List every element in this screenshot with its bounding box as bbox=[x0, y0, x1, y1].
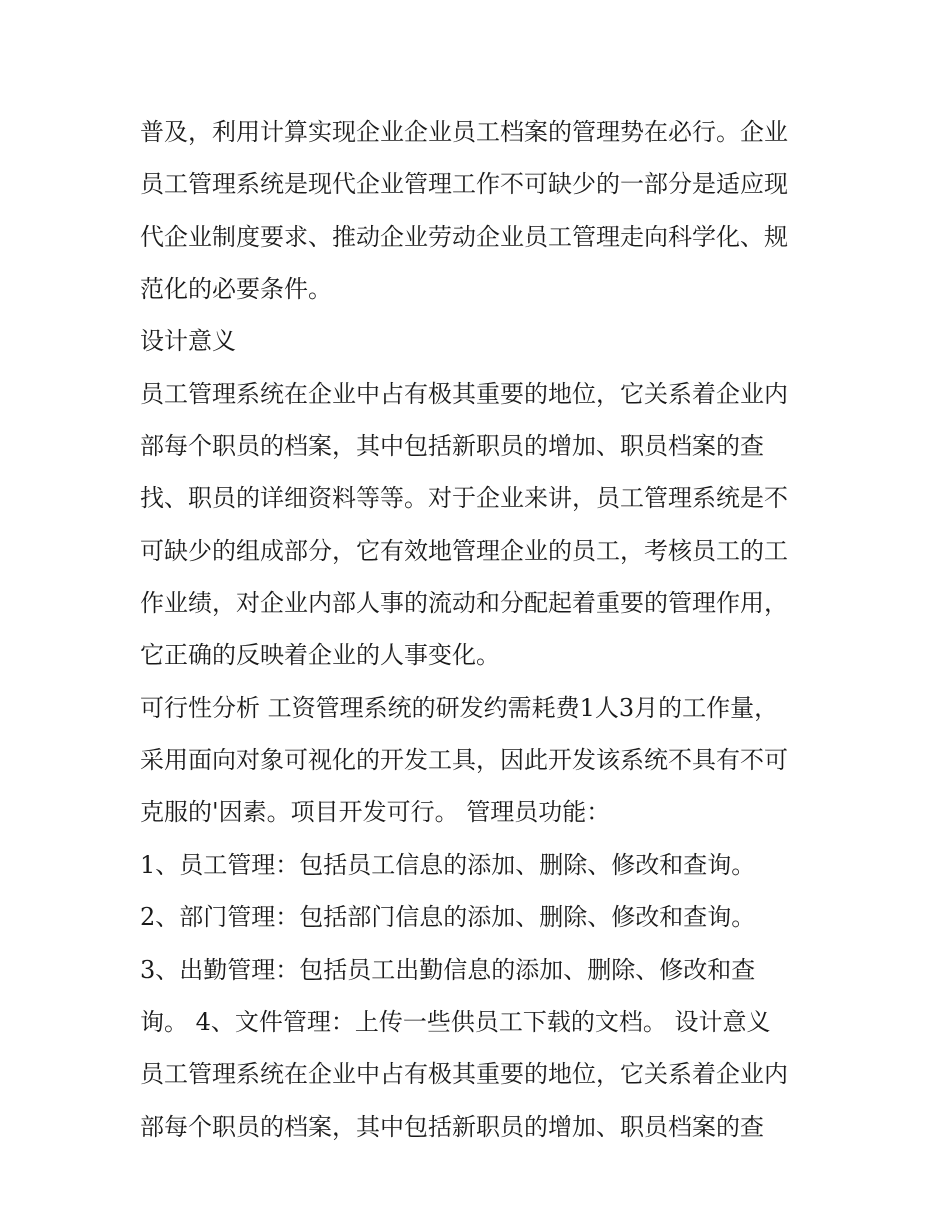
text-line: 员工管理系统在企业中占有极其重要的地位，它关系着企业内 bbox=[140, 1060, 788, 1089]
text-line: 代企业制度要求、推动企业劳动企业员工管理走向科学化、规 bbox=[140, 222, 788, 251]
text-line: 范化的必要条件。 bbox=[140, 275, 332, 304]
list-item: 1、员工管理：包括员工信息的添加、删除、修改和查询。 bbox=[140, 850, 756, 879]
document-body bbox=[140, 106, 820, 1153]
section-heading: 设计意义 bbox=[140, 327, 236, 356]
text-line: 员工管理系统在企业中占有极其重要的地位，它关系着企业内 bbox=[140, 379, 788, 408]
text-line: 员工管理系统是现代企业管理工作不可缺少的一部分是适应现 bbox=[140, 170, 788, 199]
text-line: 普及，利用计算实现企业企业员工档案的管理势在必行。企业 bbox=[140, 118, 788, 146]
text-line: 它正确的反映着企业的人事变化。 bbox=[140, 641, 500, 670]
text-line: 采用面向对象可视化的开发工具，因此开发该系统不具有不可 bbox=[140, 746, 788, 775]
text-line: 可行性分析 工资管理系统的研发约需耗费1人3月的工作量， bbox=[140, 693, 779, 722]
text-line: 克服的'因素。项目开发可行。 管理员功能： bbox=[140, 798, 611, 827]
text-line: 部每个职员的档案，其中包括新职员的增加、职员档案的查 bbox=[140, 1112, 764, 1141]
text-line: 找、职员的详细资料等等。对于企业来讲，员工管理系统是不 bbox=[140, 484, 788, 513]
text-line: 可缺少的组成部分，它有效地管理企业的员工，考核员工的工 bbox=[140, 536, 788, 565]
text-line: 部每个职员的档案，其中包括新职员的增加、职员档案的查 bbox=[140, 432, 764, 461]
text-line: 询。 4、文件管理：上传一些供员工下载的文档。 设计意义 bbox=[140, 1007, 771, 1036]
text-line: 作业绩，对企业内部人事的流动和分配起着重要的管理作用， bbox=[140, 589, 788, 618]
list-item: 2、部门管理：包括部门信息的添加、删除、修改和查询。 bbox=[140, 903, 756, 932]
list-item: 3、出勤管理：包括员工出勤信息的添加、删除、修改和查 bbox=[140, 955, 756, 984]
